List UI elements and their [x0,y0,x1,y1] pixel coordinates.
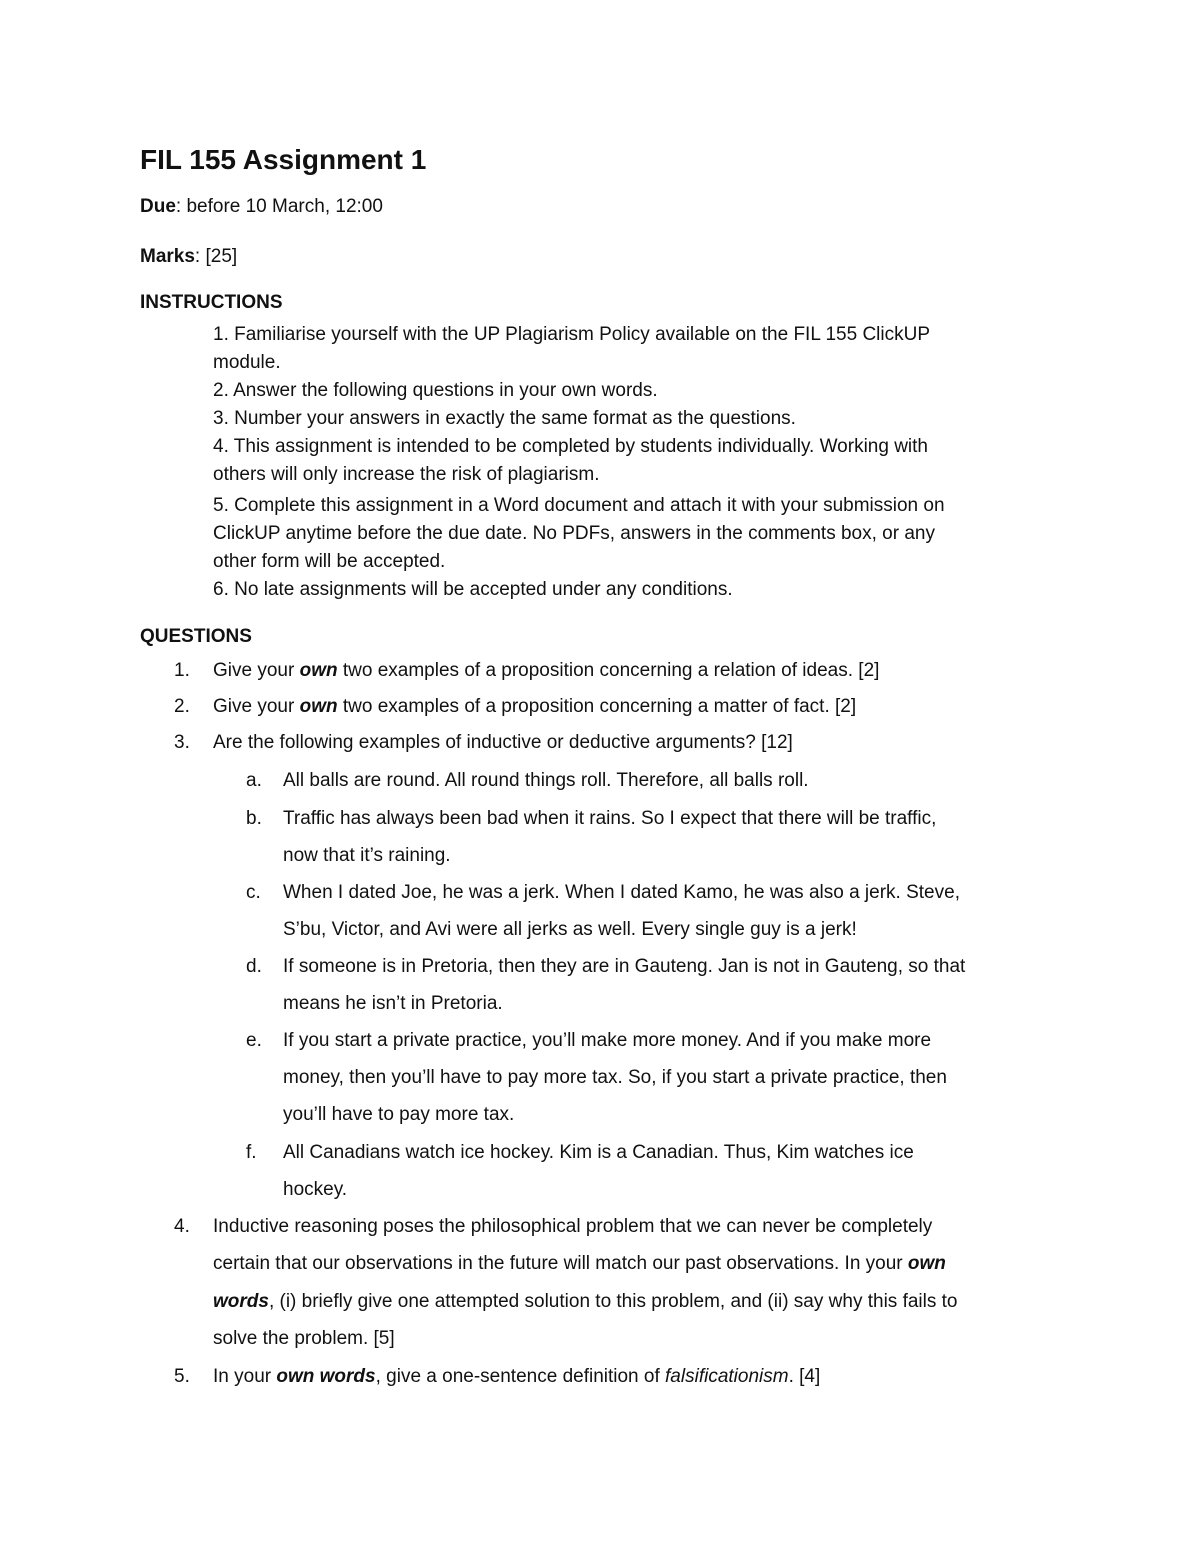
instruction-line: 5. Complete this assignment in a Word document and attach it with your submission on [213,495,945,516]
sub-question-a: All balls are round. All round things roll. Therefore, all balls roll. [283,770,809,791]
instruction-line: ClickUP anytime before the due date. No PDFs, answers in the comments box, or any [213,523,935,544]
q4-text: , (i) briefly give one attempted solution to this problem, and (ii) say why this fails to [268,1291,958,1312]
marks-line [140,246,237,268]
question-number: 2. [174,696,190,717]
marks-value: : [25] [194,246,238,267]
q4-emphasis: words [213,1291,269,1312]
question-4-cont [213,1253,946,1275]
sub-question-d-cont: means he isn’t in Pretoria. [283,993,503,1014]
sub-question-letter: a. [246,770,262,791]
question-number: 1. [174,660,190,681]
question-number: 3. [174,732,190,753]
q4-emphasis: own [907,1253,946,1274]
sub-question-c: When I dated Joe, he was a jerk. When I dated Kamo, he was also a jerk. Steve, [283,882,960,903]
q2-text-pre: Give your [213,696,300,717]
question-4-cont [213,1291,957,1313]
q1-text-post: two examples of a proposition concerning a relation of ideas. [2] [337,660,880,681]
sub-question-b-cont: now that it’s raining. [283,845,451,866]
question-3: Are the following examples of inductive or deductive arguments? [12] [213,732,793,753]
sub-question-e-cont: money, then you’ll have to pay more tax. So, if you start a private practice, then [283,1067,947,1088]
q5-text-pre: In your [213,1366,277,1387]
instruction-line: 4. This assignment is intended to be completed by students individually. Working with [213,436,928,457]
sub-question-letter: c. [246,882,261,903]
q5-emphasis: own words [276,1366,376,1387]
sub-question-letter: e. [246,1030,262,1051]
due-label: Due [140,196,176,217]
sub-question-b: Traffic has always been bad when it rains. So I expect that there will be traffic, [283,808,937,829]
question-number: 4. [174,1216,190,1237]
q2-emphasis: own [299,696,338,717]
instruction-line: module. [213,352,281,373]
question-2 [213,696,856,718]
q5-text-mid: , give a one-sentence definition of [375,1366,666,1387]
question-5 [213,1366,820,1388]
questions-heading: QUESTIONS [140,626,252,647]
due-line [140,196,383,218]
q5-italic-term: falsificationism [665,1366,789,1387]
instruction-line: 6. No late assignments will be accepted under any conditions. [213,579,733,600]
q5-text-post: . [4] [788,1366,821,1387]
sub-question-letter: d. [246,956,262,977]
sub-question-c-cont: S’bu, Victor, and Avi were all jerks as well. Every single guy is a jerk! [283,919,857,940]
page-title: FIL 155 Assignment 1 [140,144,427,175]
sub-question-f-cont: hockey. [283,1179,348,1200]
sub-question-letter: b. [246,808,262,829]
sub-question-f: All Canadians watch ice hockey. Kim is a Canadian. Thus, Kim watches ice [283,1142,914,1163]
marks-label: Marks [140,246,195,267]
question-1 [213,660,879,682]
due-value: : before 10 March, 12:00 [175,196,383,217]
sub-question-d: If someone is in Pretoria, then they are in Gauteng. Jan is not in Gauteng, so that [283,956,966,977]
q1-text-pre: Give your [213,660,300,681]
sub-question-letter: f. [246,1142,257,1163]
instruction-line: 3. Number your answers in exactly the same format as the questions. [213,408,796,429]
sub-question-e-cont: you’ll have to pay more tax. [283,1104,515,1125]
instruction-line: others will only increase the risk of plagiarism. [213,464,600,485]
question-4: Inductive reasoning poses the philosophical problem that we can never be completely [213,1216,933,1237]
instruction-line: 2. Answer the following questions in your own words. [213,380,658,401]
question-number: 5. [174,1366,190,1387]
instructions-heading: INSTRUCTIONS [140,292,283,313]
instruction-line: other form will be accepted. [213,551,446,572]
sub-question-e: If you start a private practice, you’ll make more money. And if you make more [283,1030,932,1051]
question-4-cont: solve the problem. [5] [213,1328,395,1349]
q4-text: certain that our observations in the future will match our past observations. In your [213,1253,908,1274]
q2-text-post: two examples of a proposition concerning a matter of fact. [2] [337,696,857,717]
q1-emphasis: own [299,660,338,681]
instruction-line: 1. Familiarise yourself with the UP Plagiarism Policy available on the FIL 155 ClickUP [213,324,931,345]
